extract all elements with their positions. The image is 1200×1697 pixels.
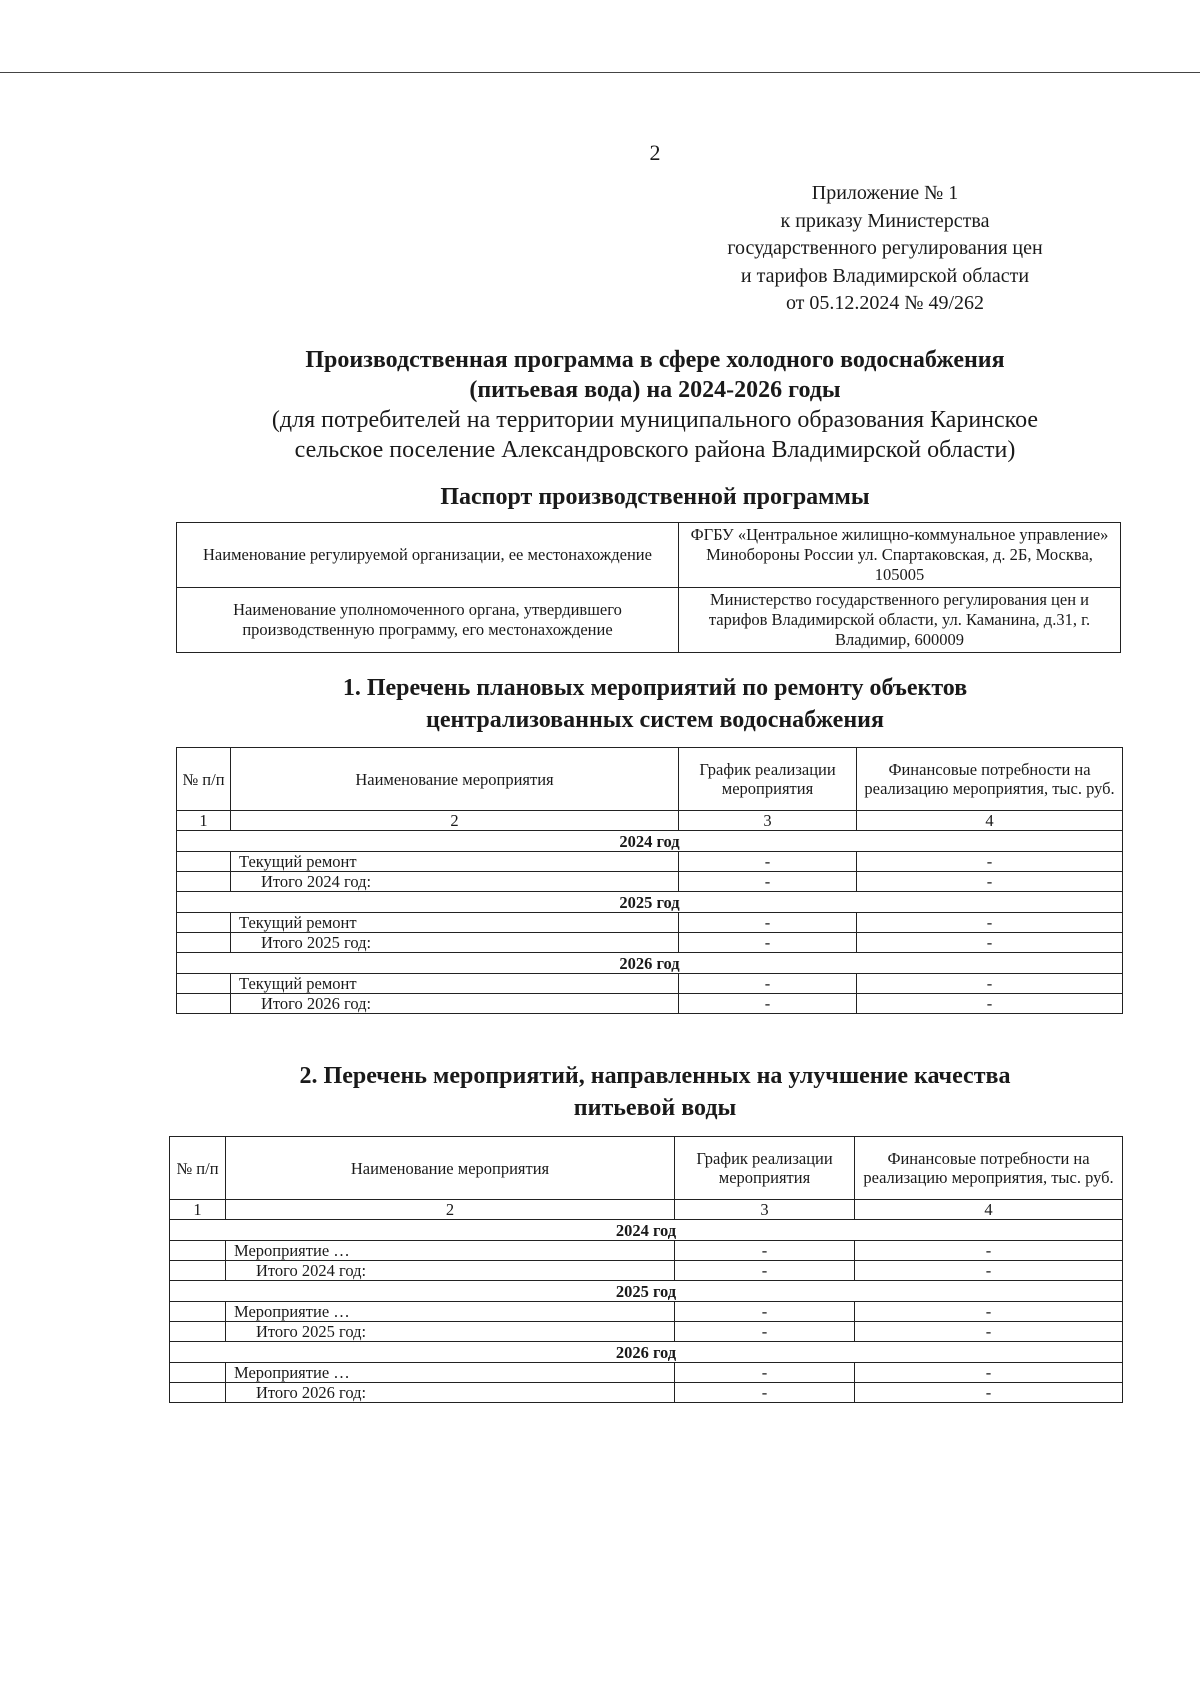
total-row — [170, 1261, 1123, 1281]
activity-name: Мероприятие … — [226, 1363, 675, 1383]
row-number — [177, 852, 231, 872]
section2-table — [169, 1136, 1123, 1403]
activity-name: Мероприятие … — [226, 1241, 675, 1261]
appendix-line: государственного регулирования цен — [727, 237, 1043, 259]
cost-cell: - — [855, 1363, 1123, 1383]
total-label: Итого 2024 год: — [226, 1261, 675, 1281]
year-row — [177, 953, 1123, 974]
year-row — [177, 831, 1123, 852]
page-number: 2 — [649, 140, 661, 165]
passport-value: Министерство государственного регулирования цен и тарифов Владимирской области, ул. Каманина, д.31, г. Владимир, 600009 — [679, 588, 1121, 653]
column-number: 1 — [177, 811, 231, 831]
column-number: 1 — [170, 1200, 226, 1220]
appendix-block — [690, 180, 1080, 318]
row-number — [177, 872, 231, 892]
column-number: 4 — [857, 811, 1123, 831]
appendix-line: от 05.12.2024 № 49/262 — [785, 292, 985, 314]
header-cell: Финансовые потребности на реализацию мероприятия, тыс. руб. — [857, 748, 1123, 811]
row-number — [170, 1363, 226, 1383]
row-number — [170, 1383, 226, 1403]
total-label: Итого 2026 год: — [226, 1383, 675, 1403]
schedule-cell: - — [679, 913, 857, 933]
year-label: 2024 год — [170, 1220, 1123, 1241]
title-line: (питьевая вода) на 2024-2026 годы — [469, 377, 841, 403]
schedule-cell: - — [675, 1322, 855, 1342]
schedule-cell: - — [679, 872, 857, 892]
year-label: 2024 год — [177, 831, 1123, 852]
cost-cell: - — [857, 994, 1123, 1014]
activity-name: Текущий ремонт — [231, 913, 679, 933]
year-label: 2025 год — [170, 1281, 1123, 1302]
column-number: 3 — [675, 1200, 855, 1220]
title-subtitle-line: (для потребителей на территории муниципального образования Каринское — [271, 407, 1039, 433]
passport-table — [176, 522, 1121, 653]
appendix-line: и тарифов Владимирской области — [740, 264, 1030, 287]
activity-name: Текущий ремонт — [231, 852, 679, 872]
schedule-cell: - — [675, 1241, 855, 1261]
cost-cell: - — [855, 1261, 1123, 1281]
table-row — [177, 913, 1123, 933]
schedule-cell: - — [679, 974, 857, 994]
section-title-line: 1. Перечень плановых мероприятий по ремонту объектов — [342, 675, 968, 701]
total-row — [170, 1322, 1123, 1342]
column-number: 3 — [679, 811, 857, 831]
year-row — [170, 1342, 1123, 1363]
year-row — [170, 1281, 1123, 1302]
total-row — [177, 994, 1123, 1014]
year-row — [170, 1220, 1123, 1241]
column-number: 2 — [231, 811, 679, 831]
title-subtitle-line: сельское поселение Александровского района Владимирской области) — [294, 437, 1016, 463]
row-number — [170, 1322, 226, 1342]
section1-table — [176, 747, 1123, 1014]
section-title-line: централизованных систем водоснабжения — [426, 707, 884, 733]
document-title — [0, 345, 1200, 465]
year-row — [177, 892, 1123, 913]
total-label: Итого 2025 год: — [231, 933, 679, 953]
section1-title — [0, 672, 1200, 736]
header-cell: № п/п — [177, 748, 231, 811]
cost-cell: - — [857, 852, 1123, 872]
header-cell: Финансовые потребности на реализацию мероприятия, тыс. руб. — [855, 1137, 1123, 1200]
section2-title — [0, 1060, 1200, 1124]
schedule-cell: - — [675, 1383, 855, 1403]
scan-top-rule — [0, 72, 1200, 73]
passport-label: Наименование регулируемой организации, ее местонахождение — [177, 523, 679, 588]
section-title-line: 2. Перечень мероприятий, направленных на улучшение качества — [299, 1063, 1011, 1089]
cost-cell: - — [855, 1302, 1123, 1322]
cost-cell: - — [857, 933, 1123, 953]
total-label: Итого 2026 год: — [231, 994, 679, 1014]
header-cell: График реализации мероприятия — [675, 1137, 855, 1200]
total-label: Итого 2024 год: — [231, 872, 679, 892]
row-number — [177, 994, 231, 1014]
table-row — [177, 852, 1123, 872]
passport-row — [177, 588, 1121, 653]
header-cell: № п/п — [170, 1137, 226, 1200]
row-number — [170, 1261, 226, 1281]
activity-name: Мероприятие … — [226, 1302, 675, 1322]
cost-cell: - — [855, 1241, 1123, 1261]
row-number — [170, 1302, 226, 1322]
total-row — [170, 1383, 1123, 1403]
column-number-row — [170, 1200, 1123, 1220]
table-row — [170, 1363, 1123, 1383]
cost-cell: - — [857, 872, 1123, 892]
table-row — [170, 1241, 1123, 1261]
year-label: 2026 год — [170, 1342, 1123, 1363]
year-label: 2026 год — [177, 953, 1123, 974]
schedule-cell: - — [679, 933, 857, 953]
schedule-cell: - — [679, 994, 857, 1014]
total-row — [177, 933, 1123, 953]
activity-name: Текущий ремонт — [231, 974, 679, 994]
passport-title: Паспорт производственной программы — [440, 484, 870, 510]
row-number — [177, 933, 231, 953]
passport-row — [177, 523, 1121, 588]
table-header-row — [177, 748, 1123, 811]
row-number — [177, 913, 231, 933]
cost-cell: - — [855, 1383, 1123, 1403]
schedule-cell: - — [675, 1261, 855, 1281]
cost-cell: - — [857, 974, 1123, 994]
appendix-line: к приказу Министерства — [780, 209, 990, 232]
passport-value: ФГБУ «Центральное жилищно-коммунальное управление» Минобороны России ул. Спартаковская, д. 2Б, Москва, 105005 — [679, 523, 1121, 588]
table-header-row — [170, 1137, 1123, 1200]
schedule-cell: - — [675, 1363, 855, 1383]
header-cell: График реализации мероприятия — [679, 748, 857, 811]
header-cell: Наименование мероприятия — [231, 748, 679, 811]
column-number: 2 — [226, 1200, 675, 1220]
section-title-line: питьевой воды — [573, 1095, 737, 1121]
cost-cell: - — [855, 1322, 1123, 1342]
row-number — [177, 974, 231, 994]
column-number-row — [177, 811, 1123, 831]
title-line: Производственная программа в сфере холодного водоснабжения — [305, 347, 1005, 373]
appendix-line: Приложение № 1 — [811, 182, 959, 204]
total-label: Итого 2025 год: — [226, 1322, 675, 1342]
passport-label: Наименование уполномоченного органа, утвердившего производственную программу, его местонахождение — [177, 588, 679, 653]
table-row — [170, 1302, 1123, 1322]
year-label: 2025 год — [177, 892, 1123, 913]
total-row — [177, 872, 1123, 892]
schedule-cell: - — [675, 1302, 855, 1322]
cost-cell: - — [857, 913, 1123, 933]
schedule-cell: - — [679, 852, 857, 872]
table-row — [177, 974, 1123, 994]
header-cell: Наименование мероприятия — [226, 1137, 675, 1200]
row-number — [170, 1241, 226, 1261]
column-number: 4 — [855, 1200, 1123, 1220]
